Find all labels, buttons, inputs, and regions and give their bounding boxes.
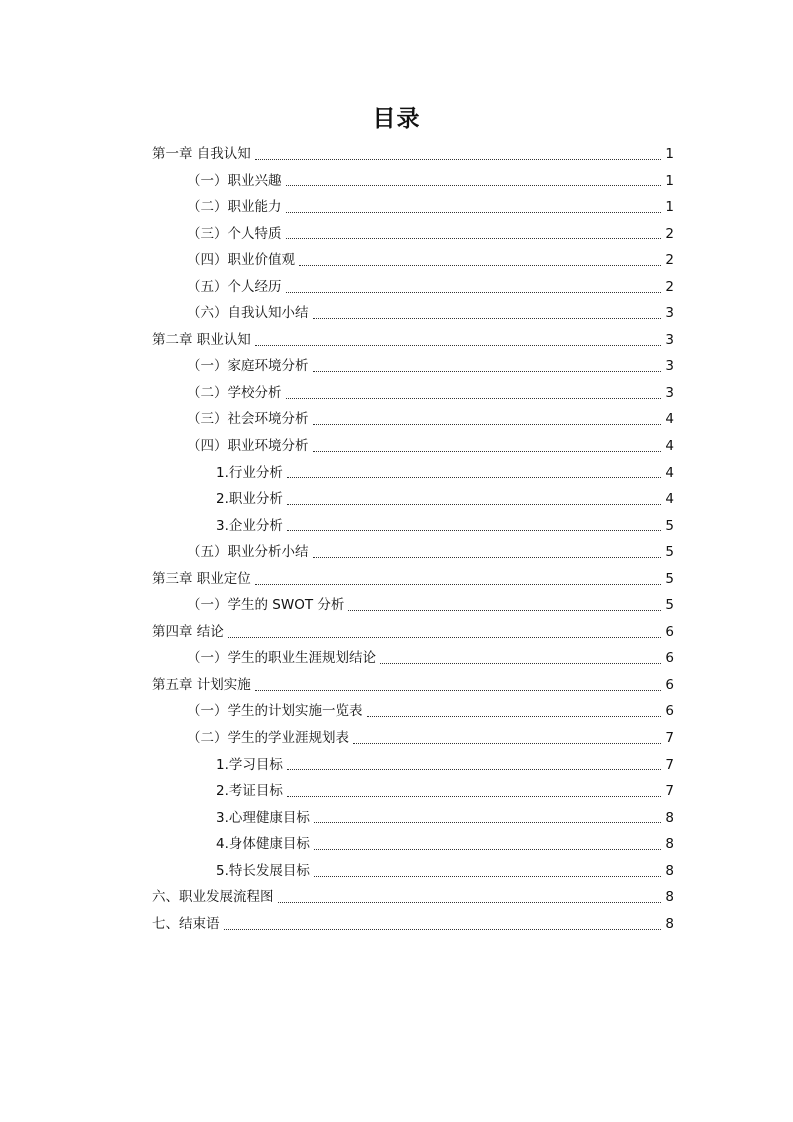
toc-dot-leader xyxy=(353,743,661,744)
toc-entry-text: 六、职业发展流程图 xyxy=(152,889,274,906)
toc-entry-text: （一）家庭环境分析 xyxy=(187,358,309,375)
toc-entry-text: 1.行业分析 xyxy=(216,464,283,481)
toc-entry-page-number: 6 xyxy=(665,676,674,693)
toc-entry-text: （五）职业分析小结 xyxy=(187,544,309,561)
toc-entry-text: （三）个人特质 xyxy=(187,225,282,242)
toc-entry-page-number: 6 xyxy=(665,623,674,640)
toc-entry[interactable] xyxy=(152,884,674,911)
toc-dot-leader xyxy=(380,663,661,664)
toc-dot-leader xyxy=(224,929,662,930)
toc-entry-text: 3.企业分析 xyxy=(216,517,283,534)
toc-entry-text: （四）职业价值观 xyxy=(187,252,295,269)
toc-entry[interactable] xyxy=(152,327,674,354)
toc-entry[interactable] xyxy=(152,645,674,672)
toc-entry-page-number: 7 xyxy=(665,783,674,800)
toc-dot-leader xyxy=(313,371,662,372)
table-of-contents xyxy=(152,141,674,937)
toc-entry[interactable] xyxy=(152,778,674,805)
toc-entry-page-number: 8 xyxy=(665,862,674,879)
toc-entry-page-number: 6 xyxy=(665,650,674,667)
toc-title: 目录 xyxy=(372,106,421,132)
toc-entry-page-number: 5 xyxy=(665,570,674,587)
toc-entry-page-number: 5 xyxy=(665,597,674,614)
toc-dot-leader xyxy=(278,902,662,903)
toc-entry-page-number: 1 xyxy=(665,172,674,189)
toc-entry-page-number: 7 xyxy=(665,730,674,747)
toc-entry[interactable] xyxy=(152,486,674,513)
toc-entry[interactable] xyxy=(152,221,674,248)
toc-dot-leader xyxy=(367,716,662,717)
toc-entry-page-number: 4 xyxy=(665,491,674,508)
toc-entry[interactable] xyxy=(152,566,674,593)
toc-dot-leader xyxy=(255,159,662,160)
toc-entry-page-number: 8 xyxy=(665,836,674,853)
toc-dot-leader xyxy=(255,345,662,346)
toc-entry-page-number: 3 xyxy=(665,305,674,322)
toc-entry-text: 3.心理健康目标 xyxy=(216,809,310,826)
toc-entry-page-number: 3 xyxy=(665,358,674,375)
toc-dot-leader xyxy=(314,876,662,877)
toc-dot-leader xyxy=(286,212,662,213)
toc-dot-leader xyxy=(313,451,662,452)
toc-entry[interactable] xyxy=(152,698,674,725)
toc-entry[interactable] xyxy=(152,672,674,699)
toc-dot-leader xyxy=(255,584,662,585)
toc-entry-text: 1.学习目标 xyxy=(216,756,283,773)
toc-entry-text: 第二章 职业认知 xyxy=(152,331,251,348)
toc-entry-page-number: 3 xyxy=(665,331,674,348)
toc-dot-leader xyxy=(286,185,662,186)
toc-dot-leader xyxy=(286,238,662,239)
toc-dot-leader xyxy=(313,424,662,425)
toc-dot-leader xyxy=(286,292,662,293)
toc-entry-page-number: 8 xyxy=(665,809,674,826)
toc-dot-leader xyxy=(314,849,662,850)
toc-entry-text: 2.考证目标 xyxy=(216,783,283,800)
toc-dot-leader xyxy=(313,318,662,319)
toc-entry-text: （一）职业兴趣 xyxy=(187,172,282,189)
toc-entry[interactable] xyxy=(152,592,674,619)
toc-dot-leader xyxy=(314,822,662,823)
toc-entry-page-number: 2 xyxy=(665,252,674,269)
toc-entry[interactable] xyxy=(152,911,674,938)
toc-dot-leader xyxy=(287,477,662,478)
toc-dot-leader xyxy=(287,769,662,770)
toc-entry[interactable] xyxy=(152,460,674,487)
toc-dot-leader xyxy=(228,637,662,638)
toc-dot-leader xyxy=(255,690,662,691)
toc-dot-leader xyxy=(287,530,662,531)
toc-entry-page-number: 4 xyxy=(665,411,674,428)
toc-entry[interactable] xyxy=(152,831,674,858)
toc-dot-leader xyxy=(286,398,662,399)
toc-entry-text: 第三章 职业定位 xyxy=(152,570,251,587)
toc-entry[interactable] xyxy=(152,513,674,540)
toc-entry[interactable] xyxy=(152,247,674,274)
toc-entry[interactable] xyxy=(152,858,674,885)
toc-entry-text: （六）自我认知小结 xyxy=(187,305,309,322)
toc-entry-page-number: 1 xyxy=(665,199,674,216)
toc-entry[interactable] xyxy=(152,406,674,433)
toc-entry-page-number: 2 xyxy=(665,225,674,242)
toc-entry-text: （四）职业环境分析 xyxy=(187,438,309,455)
toc-entry-page-number: 3 xyxy=(665,384,674,401)
toc-dot-leader xyxy=(287,504,662,505)
toc-entry[interactable] xyxy=(152,380,674,407)
toc-entry[interactable] xyxy=(152,141,674,168)
toc-entry-page-number: 2 xyxy=(665,278,674,295)
toc-entry[interactable] xyxy=(152,752,674,779)
toc-entry[interactable] xyxy=(152,274,674,301)
toc-entry-text: 七、结束语 xyxy=(152,915,220,932)
toc-entry-text: 2.职业分析 xyxy=(216,491,283,508)
toc-entry-page-number: 4 xyxy=(665,438,674,455)
toc-entry-page-number: 8 xyxy=(665,915,674,932)
toc-entry[interactable] xyxy=(152,619,674,646)
toc-entry-page-number: 6 xyxy=(665,703,674,720)
toc-entry-text: （一）学生的职业生涯规划结论 xyxy=(187,650,376,667)
toc-entry[interactable] xyxy=(152,353,674,380)
toc-entry-text: 第四章 结论 xyxy=(152,623,224,640)
toc-entry-text: （五）个人经历 xyxy=(187,278,282,295)
toc-entry-text: （一）学生的计划实施一览表 xyxy=(187,703,363,720)
toc-entry-page-number: 5 xyxy=(665,517,674,534)
toc-entry-text: 第五章 计划实施 xyxy=(152,676,251,693)
toc-dot-leader xyxy=(313,557,662,558)
toc-dot-leader xyxy=(348,610,661,611)
toc-dot-leader xyxy=(299,265,661,266)
toc-entry-text: （二）学生的学业涯规划表 xyxy=(187,730,349,747)
toc-entry[interactable] xyxy=(152,725,674,752)
toc-entry-text: （三）社会环境分析 xyxy=(187,411,309,428)
toc-entry-text: （二）职业能力 xyxy=(187,199,282,216)
toc-entry[interactable] xyxy=(152,300,674,327)
toc-entry-text: （一）学生的 SWOT 分析 xyxy=(187,597,345,614)
toc-entry-text: 第一章 自我认知 xyxy=(152,146,251,162)
toc-entry[interactable] xyxy=(152,539,674,566)
toc-entry-page-number: 5 xyxy=(665,544,674,561)
toc-dot-leader xyxy=(287,796,662,797)
toc-entry-text: 5.特长发展目标 xyxy=(216,862,310,879)
toc-entry-page-number: 8 xyxy=(665,889,674,906)
toc-entry-text: （二）学校分析 xyxy=(187,384,282,401)
toc-entry[interactable] xyxy=(152,194,674,221)
toc-entry[interactable] xyxy=(152,805,674,832)
toc-entry[interactable] xyxy=(152,168,674,195)
toc-entry-text: 4.身体健康目标 xyxy=(216,836,310,853)
toc-entry-page-number: 4 xyxy=(665,464,674,481)
toc-entry-page-number: 7 xyxy=(665,756,674,773)
toc-entry-page-number: 1 xyxy=(665,146,674,162)
toc-entry[interactable] xyxy=(152,433,674,460)
